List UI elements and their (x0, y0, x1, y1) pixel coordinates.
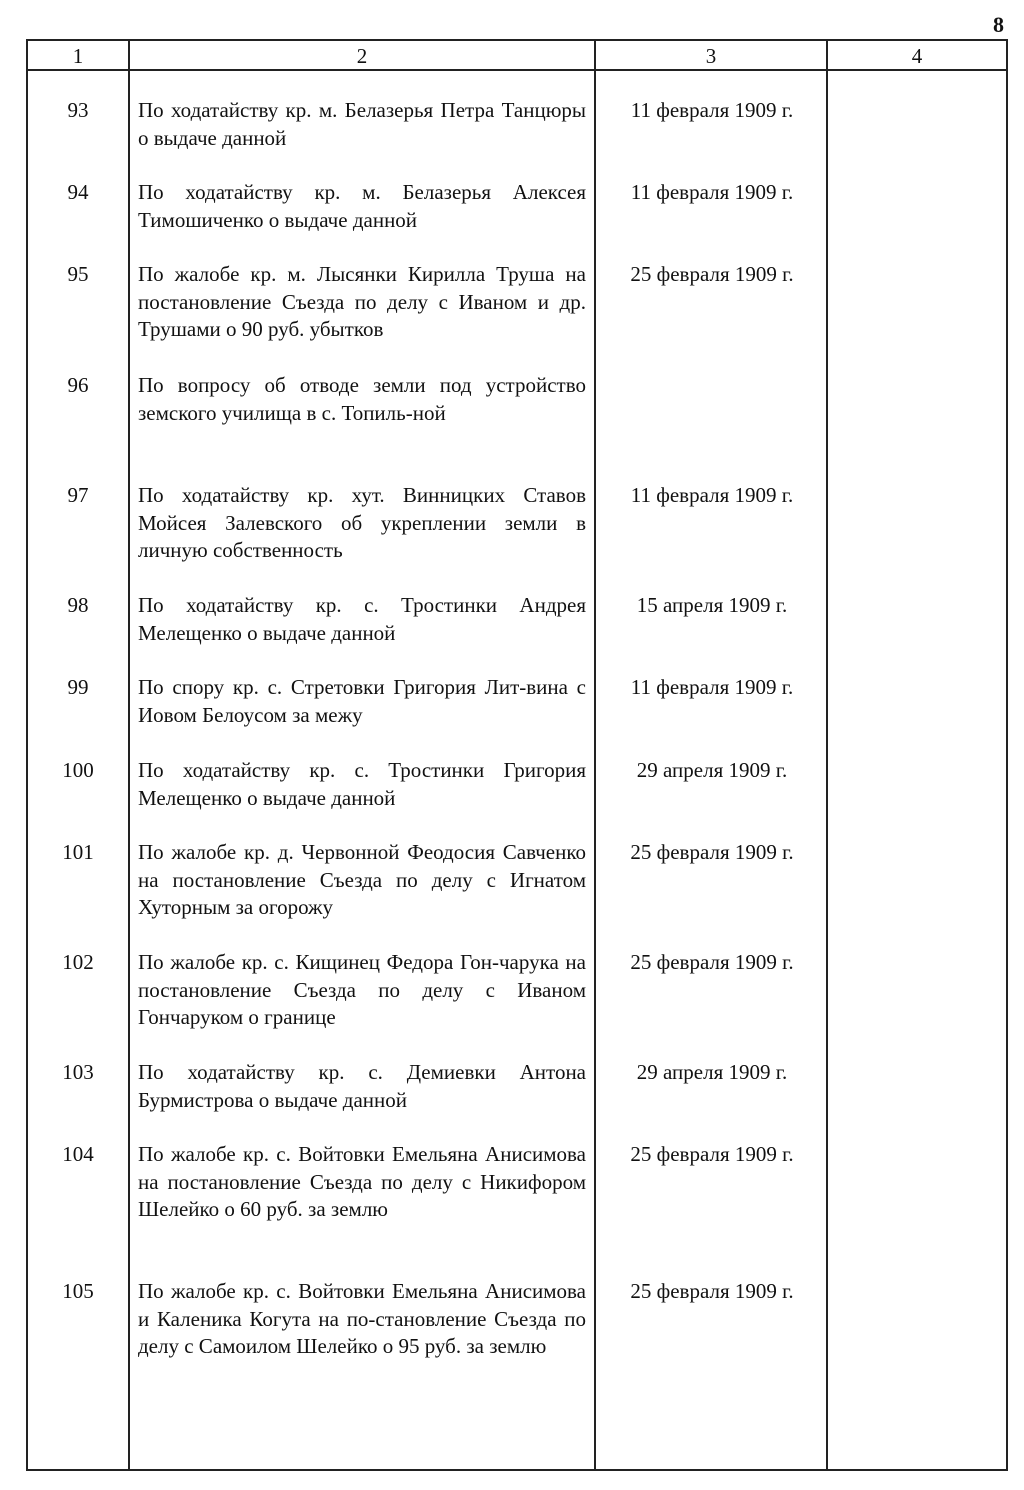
entry-number: 96 (67, 373, 89, 397)
entry-description: По жалобе кр. д. Червонной Феодосия Савченко на постановление Съезда по делу с Игнатом Хуторным за огорожу (138, 840, 586, 919)
entry-description: По ходатайству кр. м. Белазерья Петра Танцюры о выдаче данной (138, 98, 586, 150)
entry-number: 102 (62, 950, 94, 974)
entry-description: По ходатайству кр. с. Демиевки Антона Бурмистрова о выдаче данной (138, 1060, 586, 1112)
entry-number: 93 (67, 98, 89, 122)
entry-number: 94 (67, 180, 89, 204)
entry-number: 104 (62, 1142, 94, 1166)
entry-date: 11 февраля 1909 г. (630, 483, 794, 507)
entry-date: 11 февраля 1909 г. (630, 180, 794, 204)
entry-number: 99 (67, 675, 89, 699)
entry-number: 100 (62, 758, 94, 782)
entry-number: 101 (62, 840, 94, 864)
header-col-4: 4 (911, 44, 923, 68)
entry-description: По ходатайству кр. м. Белазерья Алексея Тимошиченко о выдаче данной (138, 180, 586, 232)
column-divider (826, 41, 828, 1469)
header-col-3: 3 (705, 44, 717, 68)
entry-date: 15 апреля 1909 г. (636, 593, 788, 617)
entry-description: По ходатайству кр. хут. Винницких Ставов Мойсея Залевского об укреплении земли в личную собственность (138, 483, 586, 562)
entry-date: 11 февраля 1909 г. (630, 98, 794, 122)
entry-date: 25 февраля 1909 г. (630, 1279, 794, 1303)
entry-description: По ходатайству кр. с. Тростинки Андрея Мелещенко о выдаче данной (138, 593, 586, 645)
entry-date: 29 апреля 1909 г. (636, 1060, 788, 1084)
entry-date: 25 февраля 1909 г. (630, 1142, 794, 1166)
column-divider (128, 41, 130, 1469)
entry-number: 105 (62, 1279, 94, 1303)
entry-date: 29 апреля 1909 г. (636, 758, 788, 782)
header-col-2: 2 (356, 44, 368, 68)
entry-description: По жалобе кр. с. Войтовки Емельяна Анисимова на постановление Съезда по делу с Никифором Шелейко о 60 руб. за землю (138, 1142, 586, 1221)
column-divider (594, 41, 596, 1469)
entry-date: 11 февраля 1909 г. (630, 675, 794, 699)
page-number: 8 (993, 12, 1004, 37)
entry-date: 25 февраля 1909 г. (630, 950, 794, 974)
header-divider (28, 69, 1006, 71)
entry-number: 103 (62, 1060, 94, 1084)
register-table (26, 39, 1008, 1471)
entry-number: 98 (67, 593, 89, 617)
entry-number: 97 (67, 483, 89, 507)
entry-description: По вопросу об отводе земли под устройство земского училища в с. Топиль-ной (138, 373, 586, 425)
entry-date: 25 февраля 1909 г. (630, 262, 794, 286)
entry-description: По жалобе кр. м. Лысянки Кирилла Труша на постановление Съезда по делу с Иваном и др. Трушами о 90 руб. убытков (138, 262, 586, 341)
header-col-1: 1 (72, 44, 84, 68)
entry-date: 25 февраля 1909 г. (630, 840, 794, 864)
entry-number: 95 (67, 262, 89, 286)
entry-description: По жалобе кр. с. Войтовки Емельяна Анисимова и Каленика Когута на по-становление Съезда по делу с Самоилом Шелейко о 95 руб. за землю (138, 1279, 586, 1358)
entry-description: По ходатайству кр. с. Тростинки Григория Мелещенко о выдаче данной (138, 758, 586, 810)
entry-description: По спору кр. с. Стретовки Григория Лит-вина с Иовом Белоусом за межу (138, 675, 586, 727)
entry-description: По жалобе кр. с. Кищинец Федора Гон-чарука на постановление Съезда по делу с Иваном Гончаруком о границе (138, 950, 586, 1029)
